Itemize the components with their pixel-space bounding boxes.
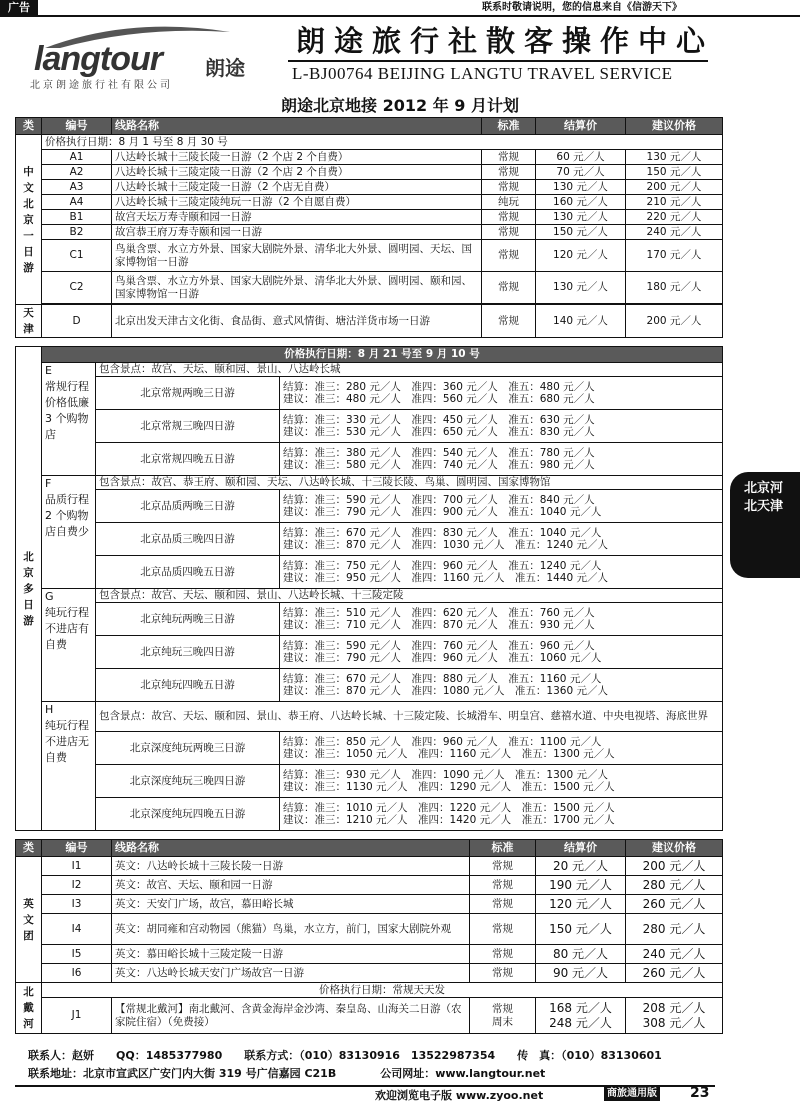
contact-line: 联系人：赵妍 QQ：1485377980 联系方式：（010）83130916 13522987354 传 真：（010）83130601	[28, 1049, 662, 1062]
tour-row: 北京深度纯玩两晚三日游 结算：准三：850 元／人 准四：960 元／人 准五：1100 元／人 建议：准三：1050 元／人 准四：1160 元／人 准五：1300 元／人	[16, 732, 723, 765]
header-route: 线路名称	[112, 118, 482, 135]
tour-row: 北京品质两晚三日游 结算：准三：590 元／人 准四：700 元／人 准五：840 元／人 建议：准三：790 元／人 准四：900 元／人 准五：1040 元／人	[16, 490, 723, 523]
group-scenic-row: H 纯玩行程不进店无自费 包含景点：故宫、天坛、颐和园、景山、恭王府、八达岭长城、十三陵定陵、长城滑车、明皇宫、慈禧水道、中央电视塔、海底世界	[16, 702, 723, 732]
address-line: 联系地址：北京市宣武区广安门内大街 319 号广信嘉园 C21B 公司网址：www.langtour.net	[28, 1067, 546, 1080]
tour-row: 北京品质三晚四日游 结算：准三：670 元／人 准四：830 元／人 准五：1040 元／人 建议：准三：870 元／人 准四：1030 元／人 准五：1240 元／人	[16, 523, 723, 556]
ad-tag: 广告	[0, 0, 38, 16]
header-settle: 结算价	[536, 118, 626, 135]
group-desc-cell: F 品质行程 2 个购物店自费少	[42, 476, 96, 589]
table-row: A3 八达岭长城十三陵定陵一日游（2 个店无自费） 常规 130 元／人 200 元／人	[16, 180, 723, 195]
table-row: I3 英文：天安门广场，故宫，慕田峪长城 常规 120 元／人 260 元／人	[16, 895, 723, 914]
table-row: A4 八达岭长城十三陵定陵纯玩一日游（2 个自愿自费） 纯玩 160 元／人 210 元／人	[16, 195, 723, 210]
title-divider	[288, 60, 708, 62]
group-scenic-row: G 纯玩行程不进店有自费 包含景点：故宫、天坛、颐和园、景山、八达岭长城、十三陵定陵	[16, 589, 723, 603]
logo-wordmark: langtour	[34, 40, 162, 78]
table-header: 类 编号 线路名称 标准 结算价 建议价格	[16, 840, 723, 857]
period-row: 北京多日游 价格执行日期：8 月 21 号至 9 月 10 号	[16, 347, 723, 363]
period-cell: 价格执行日期：8 月 1 号至 8 月 30 号	[42, 135, 723, 150]
page-number: 23	[690, 1085, 710, 1101]
category-cell: 中文北京一日游	[16, 135, 42, 305]
page-title: 朗途旅行社散客操作中心	[296, 24, 715, 58]
group-scenic-row: F 品质行程 2 个购物店自费少 包含景点：故宫、恭王府、颐和园、天坛、八达岭长城、十三陵长陵、鸟巢、圆明园、国家博物馆	[16, 476, 723, 490]
category-cell: 英文团	[16, 857, 42, 983]
table-row: I2 英文：故宫、天坛、颐和园一日游 常规 190 元／人 280 元／人	[16, 876, 723, 895]
region-side-tab: 北京河北天津	[730, 472, 800, 578]
period-row: 北戴河 价格执行日期：常规天天发	[16, 983, 723, 998]
table-row	[16, 135, 723, 150]
table-row: A2 八达岭长城十三陵定陵一日游（2 个店 2 个自费） 常规 70 元／人 150 元／人	[16, 165, 723, 180]
table-row: A1 八达岭长城十三陵长陵一日游（2 个店 2 个自费） 常规 60 元／人 130 元／人	[16, 150, 723, 165]
table-row: I6 英文：八达岭长城天安门广场故宫一日游 常规 90 元／人 260 元／人	[16, 964, 723, 983]
table-row: C1 鸟巢含票、水立方外景、国家大剧院外景、清华北大外景、圆明园、天坛、国家博物馆一日游 常规 120 元／人 170 元／人	[16, 240, 723, 272]
plan-title: 朗途北京地接 2012 年 9 月计划	[281, 96, 519, 115]
table-row: B1 故宫天坛万寿寺颐和园一日游 常规 130 元／人 220 元／人	[16, 210, 723, 225]
header-std: 标准	[482, 118, 536, 135]
top-note: 联系时敬请说明，您的信息来自《信游天下》	[482, 2, 682, 13]
table-header	[16, 118, 723, 135]
group-desc-cell: E 常规行程价格低廉 3 个购物店	[42, 363, 96, 476]
table-row: B2 故宫恭王府万寿寺颐和园一日游 常规 150 元／人 240 元／人	[16, 225, 723, 240]
table-row: J1 【常规北戴河】南北戴河、含黄金海岸金沙湾、秦皇岛、山海关二日游（农家院住宿）（免费接） 常规 周末 168 元／人 248 元／人 208 元／人 308 元／人	[16, 998, 723, 1034]
group-desc-cell: H 纯玩行程不进店无自费	[42, 702, 96, 831]
header-suggest: 建议价格	[626, 118, 723, 135]
tour-row: 北京深度纯玩三晚四日游 结算：准三：930 元／人 准四：1090 元／人 准五：1300 元／人 建议：准三：1130 元／人 准四：1290 元／人 准五：1500 元／人	[16, 765, 723, 798]
tour-row: 北京深度纯玩四晚五日游 结算：准三：1010 元／人 准四：1220 元／人 准五：1500 元／人 建议：准三：1210 元／人 准四：1420 元／人 准五：1700 元／人	[16, 798, 723, 831]
tour-row: 北京常规三晚四日游 结算：准三：330 元／人 准四：450 元／人 准五：630 元／人 建议：准三：530 元／人 准四：650 元／人 准五：830 元／人	[16, 410, 723, 443]
group-scenic-row: E 常规行程价格低廉 3 个购物店 包含景点：故宫、天坛、颐和园、景山、八达岭长城	[16, 363, 723, 377]
table-row: C2 鸟巢含票、水立方外景、国家大剧院外景、清华北大外景、圆明园、颐和园、国家博物馆一日游 常规 130 元／人 180 元／人	[16, 272, 723, 304]
tour-row: 北京品质四晚五日游 结算：准三：750 元／人 准四：960 元／人 准五：1240 元／人 建议：准三：950 元／人 准四：1160 元／人 准五：1440 元／人	[16, 556, 723, 589]
day-tour-table	[15, 117, 723, 338]
tour-row: 北京纯玩四晚五日游 结算：准三：670 元／人 准四：880 元／人 准五：1160 元／人 建议：准三：870 元／人 准四：1080 元／人 准五：1360 元／人	[16, 669, 723, 702]
multi-day-table	[15, 346, 723, 831]
english-tour-table	[15, 839, 723, 1034]
tour-row: 北京纯玩三晚四日游 结算：准三：590 元／人 准四：760 元／人 准五：960 元／人 建议：准三：790 元／人 准四：960 元／人 准五：1060 元／人	[16, 636, 723, 669]
table-row: I5 英文：慕田峪长城十三陵定陵一日游 常规 80 元／人 240 元／人	[16, 945, 723, 964]
tour-row: 北京常规两晚三日游 结算：准三：280 元／人 准四：360 元／人 准五：480 元／人 建议：准三：480 元／人 准四：560 元／人 准五：680 元／人	[16, 377, 723, 410]
table-row: 英文团 I1 英文：八达岭长城十三陵长陵一日游 常规 20 元／人 200 元／人	[16, 857, 723, 876]
logo-cn: 朗途	[205, 56, 245, 80]
table-row: 天津 D 北京出发天津古文化街、食品街、意式风情街、塘沽洋货市场一日游 常规 140 元／人 200 元／人	[16, 305, 723, 338]
footer-text: 欢迎浏览电子版 www.zyoo.net	[375, 1089, 544, 1102]
footer-badge: 商旅通用版	[604, 1087, 660, 1101]
header-code: 编号	[42, 118, 112, 135]
tour-row: 北京纯玩两晚三日游 结算：准三：510 元／人 准四：620 元／人 准五：760 元／人 建议：准三：710 元／人 准四：870 元／人 准五：930 元／人	[16, 603, 723, 636]
license-line: L-BJ00764 BEIJING LANGTU TRAVEL SERVICE	[292, 64, 673, 83]
table-row: I4 英文：胡同雍和宫动物园（熊猫）鸟巢，水立方，前门，国家大剧院外观 常规 150 元／人 280 元／人	[16, 914, 723, 945]
group-desc-cell: G 纯玩行程不进店有自费	[42, 589, 96, 702]
logo-company-name: 北京朗途旅行社有限公司	[30, 80, 173, 91]
header-cat: 类	[16, 118, 42, 135]
category-cell: 北京多日游	[16, 347, 42, 831]
category-cell: 天津	[16, 305, 42, 338]
category-cell: 北戴河	[16, 983, 42, 1034]
tour-row: 北京常规四晚五日游 结算：准三：380 元／人 准四：540 元／人 准五：780 元／人 建议：准三：580 元／人 准四：740 元／人 准五：980 元／人	[16, 443, 723, 476]
